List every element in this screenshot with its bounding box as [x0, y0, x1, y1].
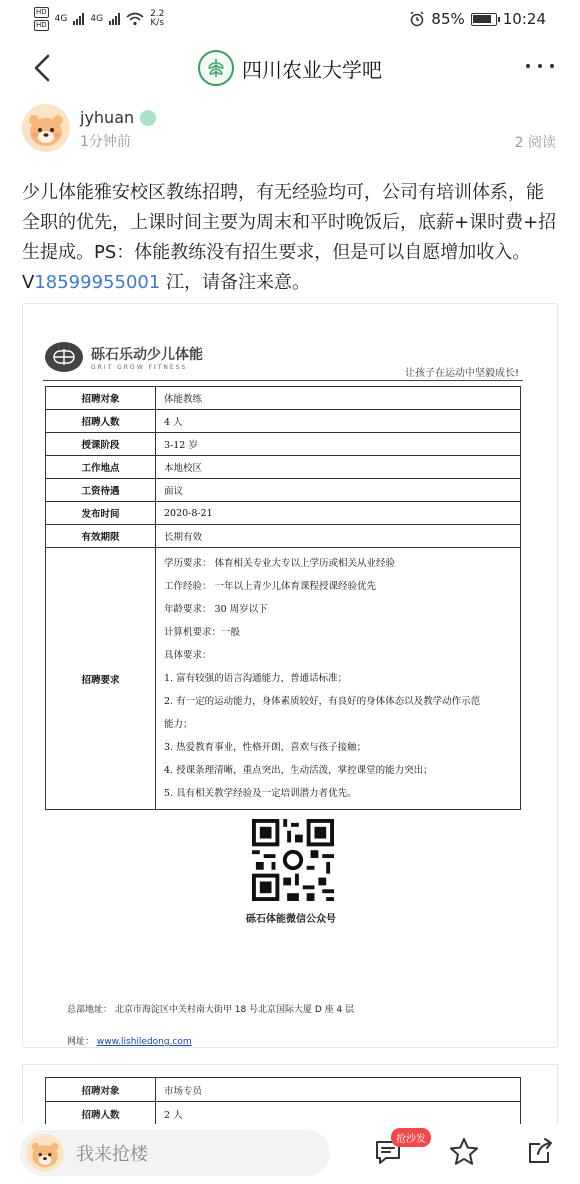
- website-link[interactable]: www.lishiledong.com: [96, 1037, 192, 1047]
- table-value: 体能教练: [156, 387, 521, 410]
- req-line: 2. 有一定的运动能力，身体素质较好，有良好的身体体态以及教学动作示范: [164, 696, 481, 707]
- req-line: 3. 热爱教育事业，性格开朗，喜欢与孩子接触；: [164, 742, 367, 753]
- table-row: [46, 1078, 521, 1102]
- company-slogan: 让孩子在运动中坚毅成长!: [404, 368, 519, 379]
- post-author-row: [22, 100, 562, 160]
- table-value: 市场专员: [156, 1078, 521, 1102]
- post-text-tail: 江，请备注来意。: [160, 272, 311, 293]
- forum-header[interactable]: [198, 50, 382, 86]
- share-icon[interactable]: [524, 1136, 556, 1168]
- my-avatar: [26, 1134, 64, 1172]
- post-text-main: 少儿体能雅安校区教练招聘，有无经验均可，公司有培训体系，能全职的优先，上课时间主要为周末和平时晚饭后，底薪+课时费+招生提成。PS：体能教练没有招生要求，但是可以自愿增加收入。V: [22, 182, 557, 293]
- hd-indicator-1: HD: [36, 8, 47, 16]
- hd-indicator-2: HD: [36, 21, 47, 29]
- divider: [43, 380, 523, 381]
- table-value: 长期有效: [156, 525, 521, 548]
- table-row: [46, 387, 521, 410]
- bottom-bar: [0, 1124, 580, 1184]
- forum-title: 四川农业大学吧: [242, 57, 382, 82]
- wifi-icon: [126, 12, 144, 26]
- table-key: 招聘人数: [46, 1102, 156, 1125]
- table-key: 工资待遇: [46, 479, 156, 502]
- post-body: [22, 178, 560, 298]
- req-line: 能力；: [164, 719, 193, 730]
- status-left: [34, 7, 164, 31]
- table-value: 面议: [156, 479, 521, 502]
- table-key: 招聘对象: [46, 387, 156, 410]
- table-row-requirements: [46, 548, 521, 810]
- status-bar: [0, 0, 580, 38]
- signal-icon: [73, 13, 84, 25]
- username[interactable]: jyhuan: [80, 108, 135, 127]
- phone-link[interactable]: 18599955001: [34, 272, 161, 293]
- requirements-cell: [156, 548, 521, 810]
- table-row: [46, 1102, 521, 1125]
- star-icon[interactable]: [448, 1136, 480, 1168]
- qr-caption: 砾石体能微信公众号: [246, 914, 336, 925]
- table-key: 招聘要求: [46, 548, 156, 810]
- company-logo: [45, 342, 203, 372]
- req-line: 计算机要求：一般: [164, 627, 241, 638]
- table-key: 授课阶段: [46, 433, 156, 456]
- table-value: 本地校区: [156, 456, 521, 479]
- back-arrow-icon[interactable]: [28, 52, 58, 84]
- reply-placeholder: 我来抢楼: [76, 1144, 148, 1165]
- table-row: [46, 479, 521, 502]
- company-website: [67, 1034, 192, 1047]
- table-row: [46, 525, 521, 548]
- website-label: 网址：: [67, 1037, 95, 1047]
- table-row: [46, 410, 521, 433]
- level-badge-icon: [140, 110, 156, 126]
- table-row: [46, 502, 521, 525]
- req-line: 学历要求： 体育相关专业大专以上学历或相关从业经验: [164, 558, 396, 569]
- company-logo-icon: [45, 342, 83, 372]
- table-key: 发布时间: [46, 502, 156, 525]
- reply-input[interactable]: [20, 1130, 330, 1176]
- net-speed-unit: K/s: [150, 18, 165, 28]
- company-address: 总部地址： 北京市海淀区中关村南大街甲 18 号北京国际大厦 D 座 4 层: [67, 1005, 355, 1015]
- alarm-icon: [409, 11, 425, 27]
- company-brand-sub: GRIT GROW FITNESS: [91, 363, 188, 371]
- table-row: [46, 433, 521, 456]
- table-value: 4 人: [156, 410, 521, 433]
- net-speed-value: 2.2: [150, 9, 165, 19]
- read-count: 2 阅读: [514, 135, 556, 151]
- signal-icon-2: [109, 13, 120, 25]
- post-time: 1分钟前: [80, 134, 131, 150]
- status-right: [409, 10, 546, 28]
- forum-logo-icon: [198, 50, 234, 86]
- table-key: 招聘对象: [46, 1078, 156, 1102]
- table-key: 工作地点: [46, 456, 156, 479]
- req-line: 年龄要求： 30 周岁以下: [164, 604, 268, 615]
- battery-icon: [471, 13, 497, 26]
- network-type-2: 4G: [90, 13, 104, 24]
- network-type-1: 4G: [54, 13, 68, 24]
- table-value: 3-12 岁: [156, 433, 521, 456]
- req-line: 5. 具有相关教学经验及一定培训潜力者优先。: [164, 788, 357, 799]
- post-image-2[interactable]: [22, 1064, 558, 1124]
- battery-percent: 85%: [431, 10, 465, 28]
- table-key: 招聘人数: [46, 410, 156, 433]
- req-line: 具体要求：: [164, 650, 212, 661]
- company-brand: 砾石乐动少儿体能: [91, 346, 203, 363]
- table-row: [46, 456, 521, 479]
- sofa-badge: 抢沙发: [391, 1128, 431, 1147]
- qr-code-icon: [252, 819, 334, 901]
- req-line: 1. 富有较强的语言沟通能力，普通话标准；: [164, 673, 348, 684]
- req-line: 工作经验： 一年以上青少儿体育课程授课经验优先: [164, 581, 377, 592]
- table-value: 2020-8-21: [156, 502, 521, 525]
- job-table-2: [45, 1077, 521, 1124]
- clock: 10:24: [502, 10, 546, 28]
- user-avatar[interactable]: [22, 104, 70, 152]
- table-value: 2 人: [156, 1102, 521, 1125]
- more-options-icon[interactable]: [526, 64, 554, 68]
- post-image-1[interactable]: [22, 303, 558, 1048]
- req-line: 4. 授课条理清晰，重点突出，生动活泼，掌控课堂的能力突出；: [164, 765, 433, 776]
- nav-bar: [0, 38, 580, 98]
- table-key: 有效期限: [46, 525, 156, 548]
- job-table: [45, 386, 521, 810]
